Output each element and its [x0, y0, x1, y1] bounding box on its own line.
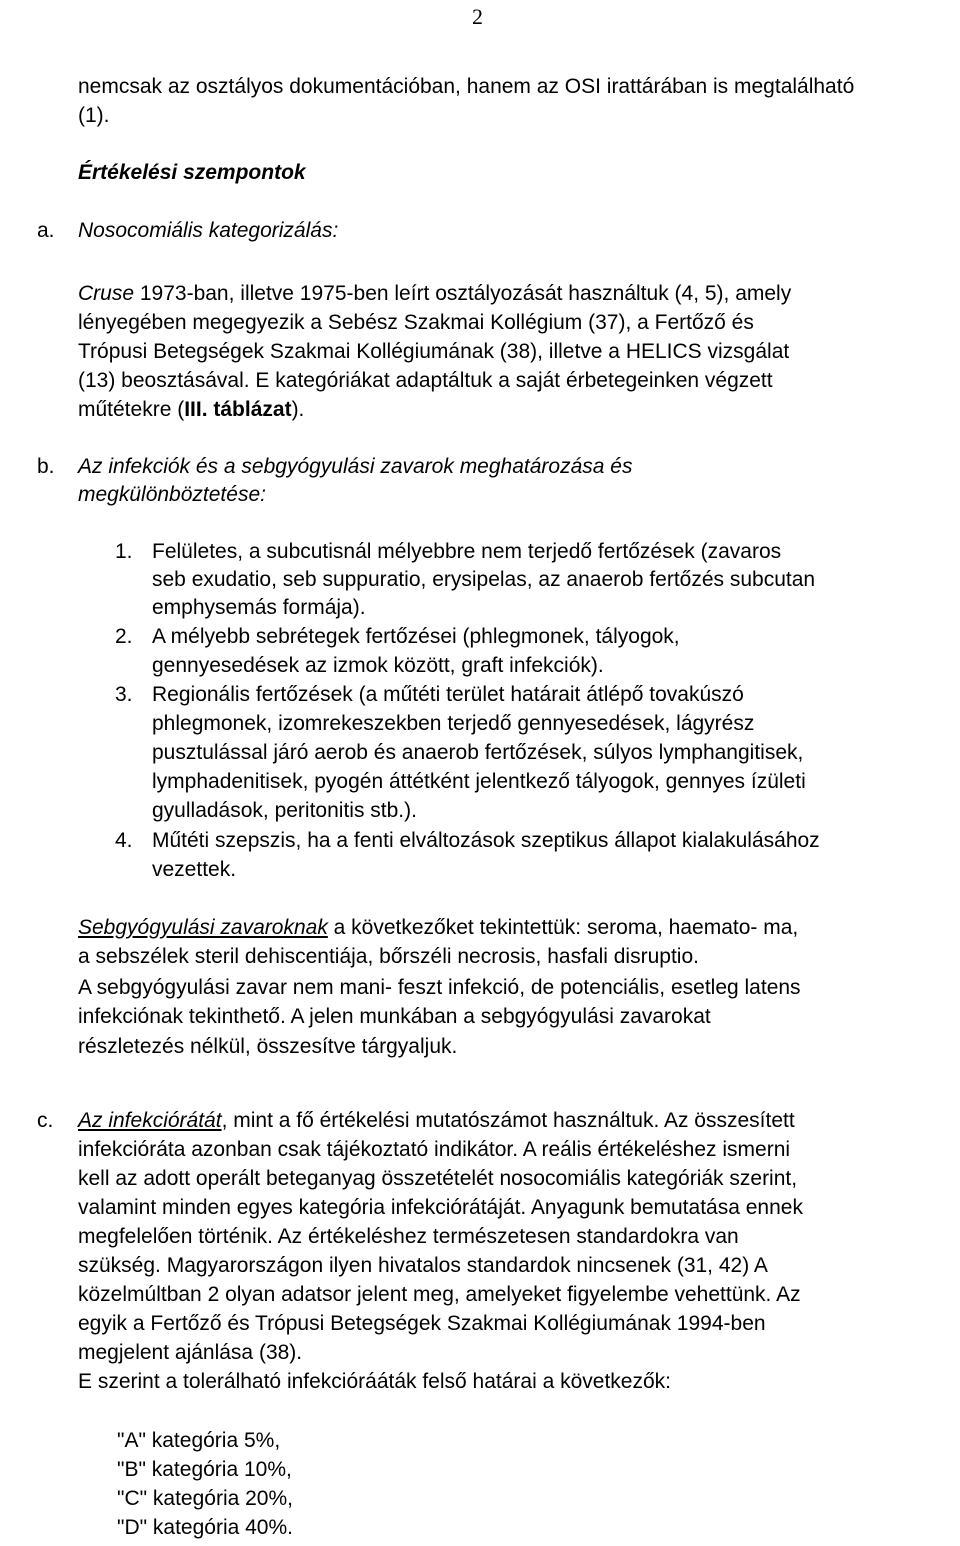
- section-c-line: egyik a Fertőző és Trópusi Betegségek Szakmai Kollégiumának 1994-ben: [78, 1312, 766, 1335]
- section-a-paragraph-line-5: [78, 399, 304, 420]
- category-item: "C" kategória 20%,: [117, 1487, 293, 1510]
- section-c-line: E szerint a tolerálható infekciórááták felső határai a következők:: [78, 1370, 671, 1393]
- list-item-line: seb exudatio, seb suppuratio, erysipelas, az anaerob fertőzés subcutan: [152, 568, 816, 591]
- wound-paragraph-line-5: részletezés nélkül, összesítve tárgyaljuk.: [78, 1035, 458, 1058]
- section-heading: Értékelési szempontok: [78, 161, 306, 184]
- wound-paragraph-line-2: a sebszélek steril dehiscentiája, bőrszéli necrosis, hasfali disruptio.: [78, 945, 699, 968]
- list-item-line: phlegmonek, izomrekeszekben terjedő gennyesedések, lágyrész: [152, 712, 755, 735]
- section-c-letter: c.: [37, 1109, 54, 1132]
- section-c-line-1-rest: , mint a fő értékelési mutatószámot használtuk. Az összesített: [221, 1109, 795, 1132]
- list-item-line: lymphadenitisek, pyogén áttétként jelentkező tályogok, gennyes ízületi: [152, 770, 806, 793]
- wound-paragraph-line-4: infekciónak tekinthető. A jelen munkában a sebgyógyulási zavarokat: [78, 1005, 711, 1028]
- category-item: "D" kategória 40%.: [117, 1516, 293, 1539]
- section-a-letter: a.: [37, 219, 55, 242]
- list-item-line: gyulladások, peritonitis stb.).: [152, 799, 417, 822]
- cruse-name: Cruse: [78, 282, 135, 305]
- wound-paragraph-line-3: A sebgyógyulási zavar nem mani- feszt infekció, de potenciális, esetleg latens: [78, 976, 801, 999]
- section-a-title: Nosocomiális kategorizálás:: [78, 219, 339, 242]
- list-item-line: Felületes, a subcutisnál mélyebbre nem terjedő fertőzések (zavaros: [152, 540, 782, 563]
- list-item-number: 1.: [115, 540, 133, 563]
- section-c-line: infekcióráta azonban csak tájékoztató indikátor. A reális értékeléshez ismerni: [78, 1138, 791, 1161]
- section-a-line-1-rest: 1973-ban, illetve 1975-ben leírt osztályozását használtuk (4, 5), amely: [134, 282, 792, 305]
- list-item-line: emphysemás formája).: [152, 596, 366, 619]
- intro-line-1: nemcsak az osztályos dokumentációban, hanem az OSI irattárában is megtalálható: [78, 75, 855, 98]
- table-reference: III. táblázat: [184, 398, 292, 421]
- list-item-line: Műtéti szepszis, ha a fenti elváltozások szeptikus állapot kialakulásához: [152, 829, 820, 852]
- wound-term: Sebgyógyulási zavaroknak: [78, 916, 328, 939]
- wound-line-1-rest: a következőket tekintettük: seroma, haemato- ma,: [327, 916, 799, 939]
- section-a-paragraph-line-2: lényegében megegyezik a Sebész Szakmai Kollégium (37), a Fertőző és: [78, 311, 754, 334]
- list-item-line: A mélyebb sebrétegek fertőzései (phlegmonek, tályogok,: [152, 625, 680, 648]
- list-item-number: 3.: [115, 683, 133, 706]
- list-item-number: 4.: [115, 829, 133, 852]
- section-a-paragraph-line-1: [78, 283, 791, 304]
- section-a-line-5-post: ).: [291, 398, 305, 421]
- list-item-number: 2.: [115, 625, 133, 648]
- section-c-line-1: [78, 1110, 795, 1131]
- page-number: 2: [472, 4, 483, 29]
- section-a-paragraph-line-4: (13) beosztásával. E kategóriákat adaptáltuk a saját érbetegeinken végzett: [78, 369, 773, 392]
- intro-line-2: (1).: [78, 104, 110, 127]
- section-c-line: szükség. Magyarországon ilyen hivatalos standardok nincsenek (31, 42) A: [78, 1254, 768, 1277]
- section-c-line: megfelelően történik. Az értékeléshez természetesen standardokra van: [78, 1225, 739, 1248]
- section-c-line: kell az adott operált beteganyag összetételét nosocomiális kategóriák szerint,: [78, 1167, 798, 1190]
- category-item: "B" kategória 10%,: [117, 1458, 292, 1481]
- section-b-title-line-1: Az infekciók és a sebgyógyulási zavarok meghatározása és: [78, 455, 633, 478]
- section-b-title-line-2: megkülönböztetése:: [78, 483, 266, 506]
- category-item: "A" kategória 5%,: [117, 1429, 281, 1452]
- wound-paragraph-line-1: [78, 917, 798, 938]
- infection-rate-term: Az infekciórátát: [78, 1109, 222, 1132]
- list-item-line: pusztulással járó aerob és anaerob fertőzések, súlyos lymphangitisek,: [152, 741, 804, 764]
- list-item-line: vezettek.: [152, 858, 237, 881]
- list-item-line: Regionális fertőzések (a műtéti terület határait átlépő tovakúszó: [152, 683, 744, 706]
- list-item-line: gennyesedések az izmok között, graft infekciók).: [152, 654, 604, 677]
- section-c-line: valamint minden egyes kategória infekciórátáját. Anyagunk bemutatása ennek: [78, 1196, 803, 1219]
- section-a-line-5-pre: műtétekre (: [78, 398, 185, 421]
- section-c-line: közelmúltban 2 olyan adatsor jelent meg, amelyeket figyelembe vehettünk. Az: [78, 1283, 801, 1306]
- section-a-paragraph-line-3: Trópusi Betegségek Szakmai Kollégiumának (38), illetve a HELICS vizsgálat: [78, 340, 790, 363]
- section-b-letter: b.: [37, 455, 55, 478]
- section-c-line: megjelent ajánlása (38).: [78, 1341, 303, 1364]
